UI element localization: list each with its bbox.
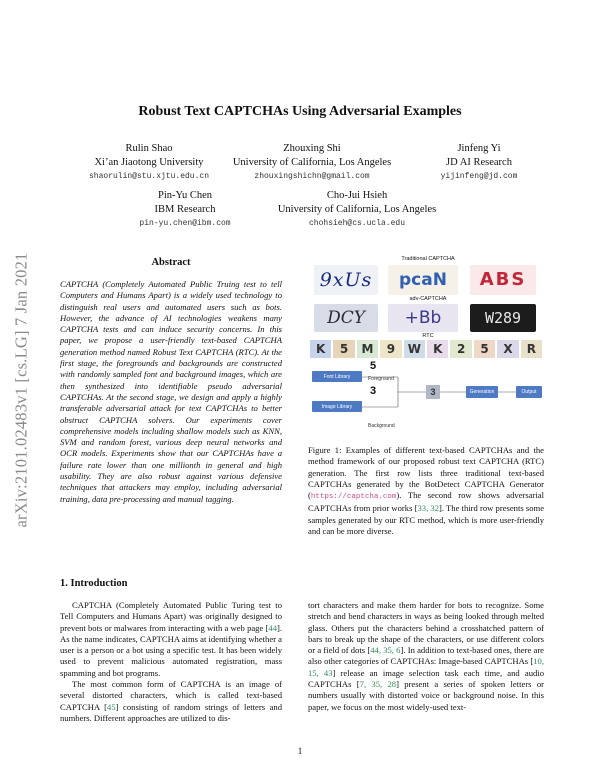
paper-title: Robust Text CAPTCHAs Using Adversarial Examples (138, 104, 462, 119)
author-block-1 (64, 142, 234, 184)
text-run: ]. In addition to text-based ones, there are also other categories of CAPTCHAs: Image-based CAPTCHAs [ (308, 645, 545, 667)
rtc-char-tile: K (427, 340, 448, 358)
text-run: ]. As the name indicates, CAPTCHA aims at identifying whether a user is a person or a bot using a specific test. It has been widely used to prevent malicious automated registration, mass spamming and bot programs. (60, 622, 282, 678)
adv-captcha-2 (388, 304, 458, 332)
rtc-sample-strip (310, 340, 542, 358)
rtc-char-tile: 5 (333, 340, 354, 358)
author-block-2 (222, 142, 402, 184)
abstract-text: CAPTCHA (Completely Automated Public Truing test to tell Computers and Humans Apart) is a widely used technology to distinguish real users and automated users such as bots. However, the advance of AI technologies weakens many CAPTCHA tests and can induce security concerns. In this paper, we propose a user-friendly text-based CAPTCHA generation method named Robust Text CAPTCHA (RTC). At the first stage, the foregrounds and backgrounds are constructed with randomly sampled font and background images, which are then synthesized into identifiable pseudo adversarial CAPTCHAs. At the second stage, we design and apply a highly transferable adversarial attack for text CAPTCHAs to better obstruct CAPTCHA solvers. Our experiments cover comprehensive models including shallow models such as KNN, SVM and random forest, various deep neural networks and OCR models. Experiments show that our CAPTCHAs have a failure rate lower than one millionth in general and high usability. They are also robust against various defensive techniques that attackers may employ, including adversarial training, data pre-processing and manual tagging. (60, 279, 282, 504)
author-affiliation: University of California, Los Angeles (232, 157, 392, 168)
author-name: Jinfeng Yi (457, 143, 501, 154)
citation-link[interactable]: 44, 35, 6 (370, 645, 401, 656)
figure-caption (308, 445, 544, 537)
rtc-char-tile: M (357, 340, 378, 358)
author-affiliation: IBM Research (154, 204, 216, 215)
rtc-char-tile: X (497, 340, 518, 358)
rtc-char-tile: W (404, 340, 425, 358)
flow-generation: Generation (466, 386, 498, 398)
text-run: ] consisting of random strings of letters and numbers. Different approaches are utilized to dis- (60, 701, 282, 723)
author-email: pin-yu.chen@ibm.com (139, 219, 231, 228)
rtc-char-tile: 2 (450, 340, 471, 358)
citation-link[interactable]: 7, 35, 28 (359, 679, 397, 690)
caption-citation[interactable]: 33, 32 (417, 503, 439, 514)
rtc-char-tile: K (310, 340, 331, 358)
intro-right-column (308, 600, 544, 713)
citation-link[interactable]: 10, 15, 43 (308, 656, 544, 678)
author-email: chohsieh@cs.ucla.edu (308, 219, 405, 228)
rtc-char-tile: 9 (380, 340, 401, 358)
flow-number-b: 3 (370, 385, 377, 397)
captcha-text: ABS (479, 269, 527, 290)
flow-label-background: Background (368, 423, 395, 429)
captcha-text: 9xUs (319, 269, 373, 291)
text-run: tort characters and make them harder for bots to recognize. Some stretch and bend characters in ways as being looked through melted glass. Others put the characters behind a crosshatched pattern of bars to break up the shape of the characters, or use different colors or a field of dots [ (308, 600, 544, 656)
caption-text-1: Figure 1: Examples of different text-based CAPTCHAs and the method framework of our proposed robust text CAPTCHA (RTC) generation. The first row lists three traditional text-based CAPTCHAs generated by the BotDetect CAPTCHA Generator ( (308, 445, 544, 501)
author-affiliation: University of California, Los Angeles (277, 204, 437, 215)
author-block-5 (262, 189, 452, 231)
rtc-char-tile: R (521, 340, 542, 358)
author-email: shaorulin@stu.xjtu.edu.cn (88, 172, 210, 181)
captcha-sample-3 (470, 265, 536, 295)
author-affiliation: JD AI Research (446, 157, 512, 168)
flow-image-library: Image Library (312, 401, 362, 412)
author-block-3 (414, 142, 544, 184)
caption-text-3: ]. The third row presents some samples generated by our RTC method, which is more user-friendly and can be more diverse. (308, 503, 545, 537)
figure-label-rtc: RTC (422, 333, 434, 339)
text-run: ] present a series of spoken letters or numbers usually with distorted voice or background noise. In this paper, we focus on the most widely-used text- (308, 679, 545, 712)
abstract-heading: Abstract (151, 257, 191, 268)
flow-font-library: Font Library (312, 371, 362, 382)
citation-link[interactable]: 45 (107, 701, 116, 712)
author-name: Rulin Shao (125, 143, 173, 154)
flow-output: Output (516, 386, 542, 398)
author-name: Cho-Jui Hsieh (326, 190, 388, 201)
figure-1 (308, 256, 544, 434)
author-email: zhouxingshichn@gmail.com (254, 172, 370, 181)
figure-label-adv: adv-CAPTCHA (409, 296, 447, 302)
captcha-sample-2 (388, 265, 458, 295)
captcha-text: W289 (484, 309, 522, 327)
rtc-char-tile: 5 (474, 340, 495, 358)
author-name: Zhouxing Shi (283, 143, 341, 154)
citation-link[interactable]: 44 (268, 622, 277, 633)
author-block-4 (120, 189, 250, 231)
intro-paragraph-1 (60, 600, 282, 679)
text-run: ] release an image selection task each time, and audio CAPTCHAs [ (308, 667, 544, 690)
adv-captcha-3 (470, 304, 536, 332)
text-run: CAPTCHA (Completely Automated Public Turing test to Tell Computers and Humans Apart) was originally designed to prevent bots or malwares from interacting with a web page [ (60, 600, 282, 633)
flow-sample-tile: 3 (426, 385, 440, 399)
author-affiliation: Xi’an Jiaotong University (94, 157, 204, 168)
intro-heading: 1. Introduction (60, 578, 128, 589)
arxiv-identifier: arXiv:2101.02483v1 [cs.LG] 7 Jan 2021 (12, 252, 31, 528)
captcha-text: DCY (327, 308, 365, 328)
captcha-text: pcaN (399, 270, 447, 290)
page-number: 1 (297, 746, 303, 756)
author-email: yijinfeng@jd.com (440, 172, 518, 181)
caption-text-2: ). The second row shows adversarial CAPTCHAs from prior works [ (308, 490, 544, 514)
adv-captcha-1 (314, 304, 378, 332)
intro-left-column (60, 600, 282, 724)
author-name: Pin-Yu Chen (158, 190, 212, 201)
figure-label-traditional: Traditional CAPTCHA (401, 256, 455, 262)
caption-url-link[interactable]: https://captcha.com (310, 493, 397, 502)
captcha-sample-1 (314, 265, 378, 295)
flow-label-foreground: Foreground (368, 376, 394, 382)
captcha-text: +Bb (404, 308, 442, 328)
flow-number-a: 5 (370, 360, 377, 372)
text-run: The most common form of CAPTCHA is an image of several distorted characters, which is called text-based CAPTCHA [ (60, 679, 282, 712)
arxiv-sidebar (4, 210, 40, 570)
intro-paragraph-2 (60, 679, 282, 724)
